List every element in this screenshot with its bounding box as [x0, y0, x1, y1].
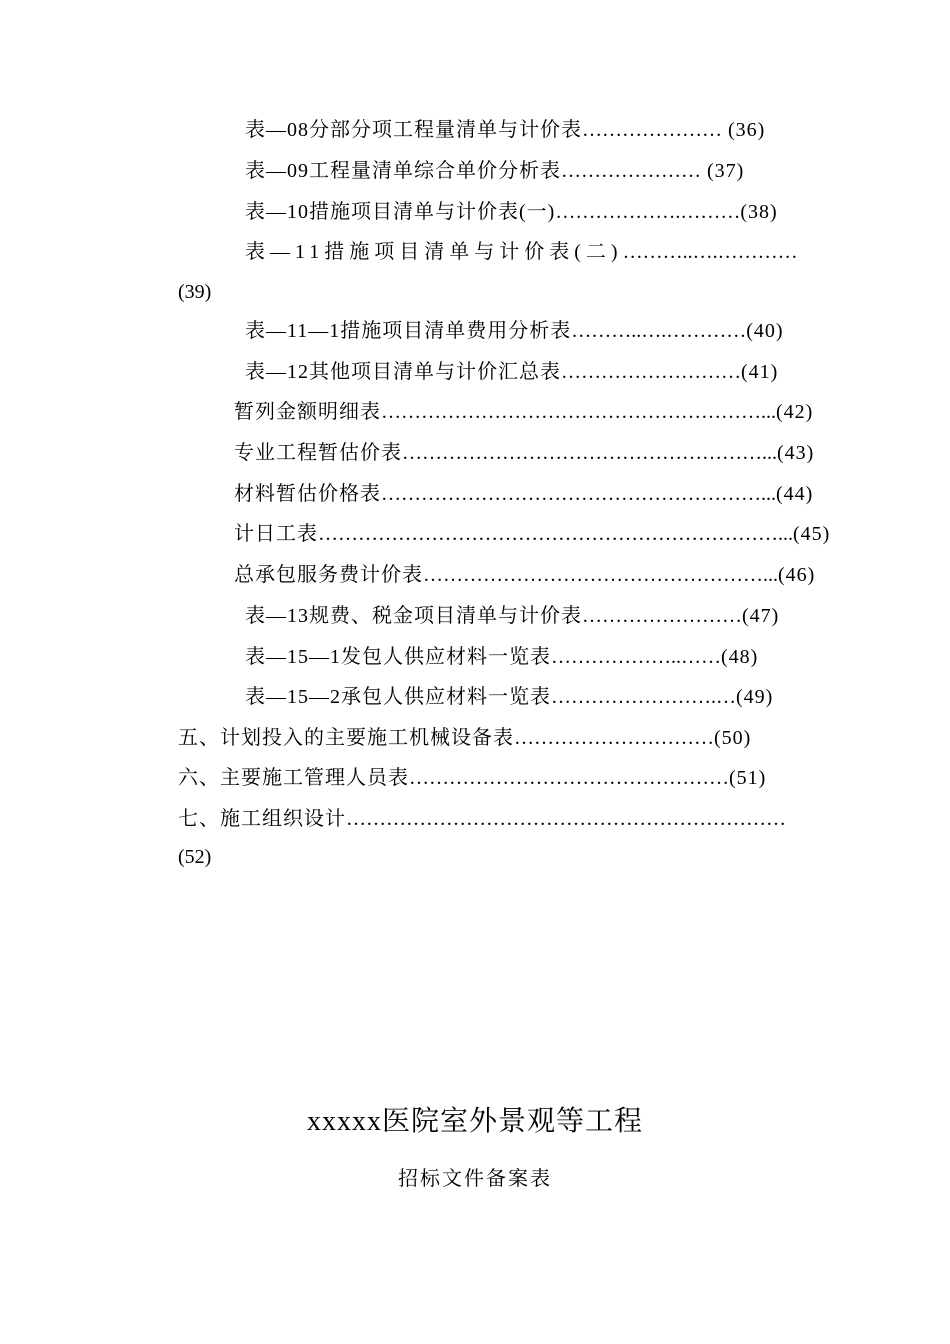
toc-entry-page: (44)	[776, 483, 814, 505]
toc-entry	[245, 685, 773, 709]
toc-entry	[234, 400, 813, 424]
toc-entry-page: (47)	[742, 605, 780, 627]
toc-entry	[234, 563, 815, 587]
toc-entry-label: 表—15—1发包人供应材料一览表	[245, 646, 551, 668]
toc-entry-leader: ………..….…………	[571, 320, 747, 342]
toc-entry-page: (43)	[777, 442, 815, 464]
toc-entry-leader: ………………………………………………...	[402, 442, 777, 464]
toc-entry-page: (50)	[714, 727, 752, 749]
toc-entry-page: (36)	[722, 119, 766, 141]
toc-entry-label: 表—13规费、税金项目清单与计价表	[245, 605, 582, 627]
toc-entry-page: (37)	[701, 160, 745, 182]
toc-entry	[245, 159, 744, 183]
toc-entry-leader: ……………….………	[555, 201, 741, 223]
toc-entry	[245, 200, 778, 224]
toc-entry-leader: ………………..……	[551, 646, 721, 668]
toc-entry-page: (38)	[740, 201, 778, 223]
toc-entry	[178, 726, 751, 750]
toc-entry-label: 六、主要施工管理人员表	[178, 767, 409, 789]
toc-entry	[245, 645, 758, 669]
toc-entry-label: 五、计划投入的主要施工机械设备表	[178, 727, 514, 749]
toc-entry-page: (46)	[778, 564, 816, 586]
toc-entry	[178, 766, 766, 790]
toc-entry-label: 表—11措施项目清单与计价表(二)	[245, 241, 623, 263]
toc-entry	[245, 319, 784, 343]
toc-entry-label: 表—09工程量清单综合单价分析表	[245, 160, 561, 182]
toc-entry-label: 暂列金额明细表	[234, 401, 381, 423]
document-subtitle: 招标文件备案表	[398, 1168, 552, 1190]
toc-entry-leader: …………………	[561, 160, 701, 182]
toc-entry	[245, 240, 798, 264]
toc-entry-label: 表—10措施项目清单与计价表(一)	[245, 201, 556, 223]
toc-entry-label: 表—08分部分项工程量清单与计价表	[245, 119, 582, 141]
toc-entry-label: 计日工表	[234, 523, 318, 545]
toc-entry-leader: …………………	[582, 119, 722, 141]
toc-entry-label: 表—11—1措施项目清单费用分析表	[245, 320, 572, 342]
toc-entry-page: (48)	[721, 646, 759, 668]
toc-entry-page: (40)	[746, 320, 784, 342]
toc-entry	[234, 482, 813, 506]
toc-entry	[234, 441, 814, 465]
toc-entry-label: 专业工程暂估价表	[234, 442, 402, 464]
toc-entry-leader: …………………………………………	[409, 767, 729, 789]
toc-entry-page: (51)	[729, 767, 767, 789]
toc-entry-page: (49)	[736, 686, 774, 708]
toc-entry-label: 总承包服务费计价表	[234, 564, 423, 586]
toc-entry-leader: …………………….…	[551, 686, 736, 708]
document-title: xxxxx医院室外景观等工程	[306, 1106, 643, 1137]
toc-entry-leader: ……………………	[582, 605, 742, 627]
toc-entry-page-continued: (39)	[178, 281, 212, 303]
toc-entry	[178, 807, 786, 831]
toc-entry-leader: …………………………	[514, 727, 714, 749]
toc-entry	[234, 522, 830, 546]
toc-entry-page: (45)	[793, 523, 831, 545]
toc-entry	[245, 604, 779, 628]
toc-entry-leader: …………………………………………………...	[381, 401, 776, 423]
toc-entry-leader: …………………………………………………………	[346, 808, 786, 830]
toc-entry-page: (41)	[741, 361, 779, 383]
toc-entry-label: 材料暂估价格表	[234, 483, 381, 505]
toc-entry-label: 表—12其他项目清单与计价汇总表	[245, 361, 561, 383]
toc-entry-label: 七、施工组织设计	[178, 808, 346, 830]
toc-entry-leader: …………………………………………………...	[381, 483, 776, 505]
toc-entry-leader: ………………………	[561, 361, 741, 383]
toc-entry	[245, 360, 778, 384]
toc-entry-leader: ……………………………………………………………...	[318, 523, 793, 545]
toc-entry	[245, 118, 765, 142]
toc-entry-page: (42)	[776, 401, 814, 423]
toc-entry-leader: ………..….…………	[622, 241, 798, 263]
toc-entry-leader: ……………………………………………...	[423, 564, 778, 586]
toc-entry-page-continued: (52)	[178, 846, 212, 868]
toc-entry-label: 表—15—2承包人供应材料一览表	[245, 686, 551, 708]
